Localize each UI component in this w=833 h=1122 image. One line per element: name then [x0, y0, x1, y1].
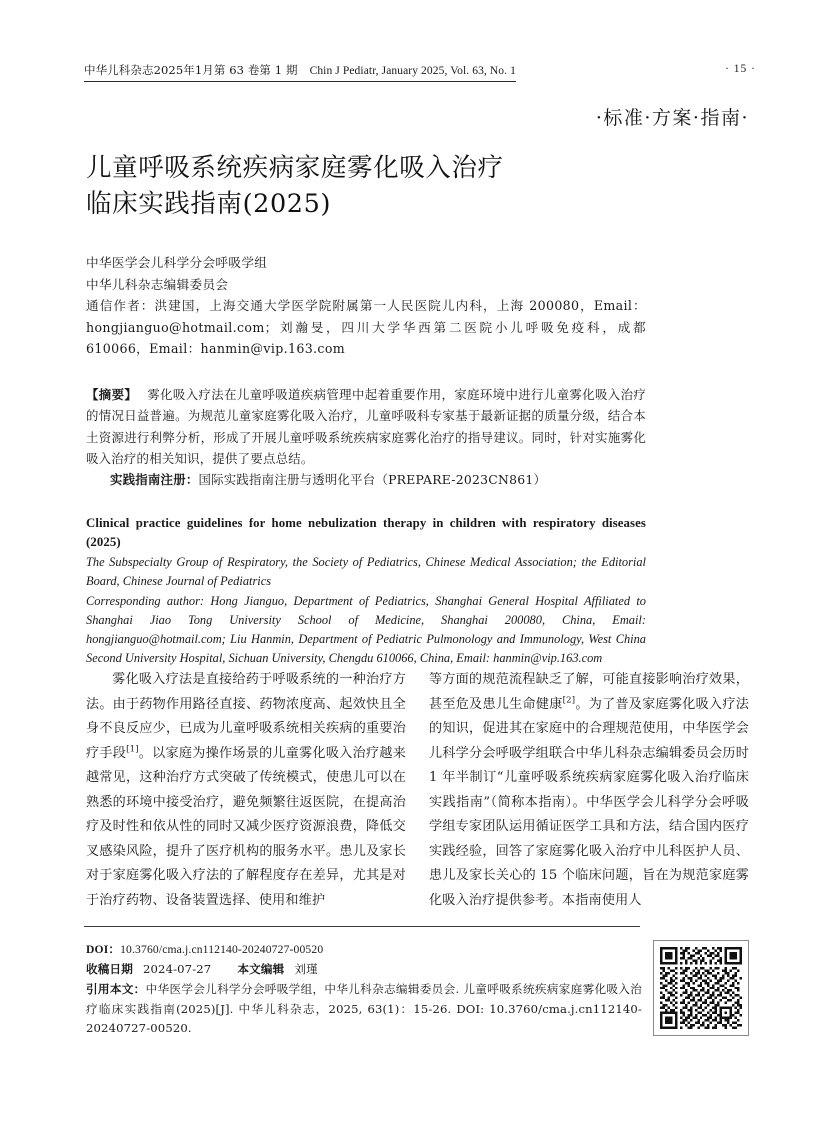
received-value: 2024-07-27: [142, 961, 212, 976]
body-column-left: [86, 668, 406, 913]
authors-affiliation-cn: [86, 252, 646, 360]
citation-value: 中华医学会儿科学分会呼吸学组，中华儿科杂志编辑委员会. 儿童呼吸系统疾病家庭雾化吸入治疗临床实践指南(2025)[J]. 中华儿科杂志，2025, 63(1)：15-26. DOI: 10.3760/cma.j.cn112140-20240727-00520.: [86, 982, 642, 1035]
qr-code-image: [660, 947, 742, 1029]
body-right-text-b: 。为了普及家庭雾化吸入疗法的知识，促进其在家庭中的合理规范使用，中华医学会儿科学分会呼吸学组联合中华儿科杂志编辑委员会历时 1 年半制订“儿童呼吸系统疾病家庭雾化吸入治疗临床实践指南”（简称本指南）。中华医学会儿科学分会呼吸学组专家团队运用循证医学工具和方法，结合国内医疗实践经验，回答了家庭雾化吸入治疗中儿科医护人员、患儿及家长关心的 15 个临床问题，旨在为规范家庭雾化吸入治疗提供参考。本指南使用人: [429, 696, 750, 908]
guideline-registration: [86, 469, 646, 490]
body-column-right: [429, 668, 749, 913]
english-title: Clinical practice guidelines for home nebulization therapy in children with respiratory diseases (2025): [86, 516, 646, 549]
body-paragraph-left: [86, 668, 406, 913]
registration-value: 国际实践指南注册与透明化平台（PREPARE-2023CN861）: [198, 472, 547, 487]
english-corresponding-author: Corresponding author: Hong Jianguo, Department of Pediatrics, Shanghai General Hospital Affiliated to Shanghai Jiao Tong University School of Medicine, Shanghai 200080, China, Email: hongjianguo@hotmail.com; Liu Hanmin, Department of Pediatric Pulmonology and Immunology, West China Second University Hospital, Sichuan University, Chengdu 610066, China, Email: hanmin@vip.163.com: [86, 594, 646, 665]
english-affiliation: The Subspecialty Group of Respiratory, the Society of Pediatrics, Chinese Medical Association; the Editorial Board, Chinese Journal of Pediatrics: [86, 555, 646, 588]
corresponding-author-cn: 通信作者：洪建国，上海交通大学医学院附属第一人民医院儿内科，上海 200080，Email：hongjianguo@hotmail.com；刘瀚旻，四川大学华西第二医院小儿呼吸免疫科，成都 610066，Email：hanmin@vip.163.com: [86, 298, 646, 356]
abstract-text-cn: 雾化吸入疗法在儿童呼吸道疾病管理中起着重要作用，家庭环境中进行儿童雾化吸入治疗的情况日益普遍。为规范儿童家庭雾化吸入治疗，儿童呼吸科专家基于最新证据的质量分级，结合本土资源进行利弊分析，形成了开展儿童呼吸系统疾病家庭雾化治疗的指导建议。同时，针对实施雾化吸入治疗的相关知识，提供了要点总结。: [86, 387, 647, 467]
citation-label: 引用本文：: [86, 982, 146, 996]
page-number: · 15 ·: [725, 63, 756, 75]
doi-line: [86, 940, 642, 960]
journal-name-en: Chin J Pediatr, January 2025, Vol. 63, No. 1: [309, 65, 516, 77]
page-title: [86, 150, 726, 222]
doi-value: 10.3760/cma.j.cn112140-20240727-00520: [120, 943, 324, 956]
running-head: [84, 62, 756, 84]
abstract-label-cn: 【摘要】: [86, 387, 138, 402]
organization-1: 中华医学会儿科学分会呼吸学组: [86, 255, 268, 270]
body-paragraph-right: [429, 668, 749, 913]
organization-2: 中华儿科杂志编辑委员会: [86, 276, 229, 292]
footer-divider: [84, 926, 640, 927]
registration-label: 实践指南注册：: [110, 472, 199, 487]
reference-marker-2: [2]: [562, 695, 576, 706]
qr-code[interactable]: [653, 940, 749, 1036]
editor-label: 本文编辑: [237, 961, 285, 976]
body-right-text-a: 等方面的规范流程缺乏了解，可能直接影响治疗效果，甚至危及患儿生命健康: [429, 672, 749, 712]
doi-label: DOI：: [86, 943, 121, 956]
reference-marker-1: [1]: [126, 744, 139, 755]
body-columns: [86, 668, 749, 913]
section-kicker: ·标准·方案·指南·: [595, 107, 749, 129]
footer-metadata: [86, 940, 642, 1039]
abstract-cn: [86, 384, 646, 470]
received-line: [86, 960, 642, 980]
body-left-text-b: 。以家庭为操作场景的儿童雾化吸入治疗越来越常见，这种治疗方式突破了传统模式，使患儿可以在熟悉的环境中接受治疗，避免频繁往返医院，在提高治疗及时性和依从性的同时又减少医疗资源浪费，降低交叉感染风险，提升了医疗机构的服务水平。患儿及家长对于家庭雾化吸入疗法的了解程度存在差异，尤其是对于治疗药物、设备装置选择、使用和维护: [86, 745, 406, 908]
journal-name-cn: 中华儿科杂志2025年1月第 63 卷第 1 期: [84, 63, 298, 77]
citation-line: [86, 980, 642, 1039]
title-line-2: 临床实践指南(2025): [86, 189, 331, 219]
editor-value: 刘瑾: [294, 961, 318, 976]
body-left-text-a: 雾化吸入疗法是直接给药于呼吸系统的一种治疗方法。由于药物作用路径直接、药物浓度高、起效快且全身不良反应少，已成为儿童呼吸系统相关疾病的重要治疗手段: [86, 672, 406, 761]
received-label: 收稿日期: [86, 961, 133, 976]
running-head-left: [84, 62, 516, 82]
english-block: [86, 514, 646, 668]
title-line-1: 儿童呼吸系统疾病家庭雾化吸入治疗: [86, 153, 504, 183]
